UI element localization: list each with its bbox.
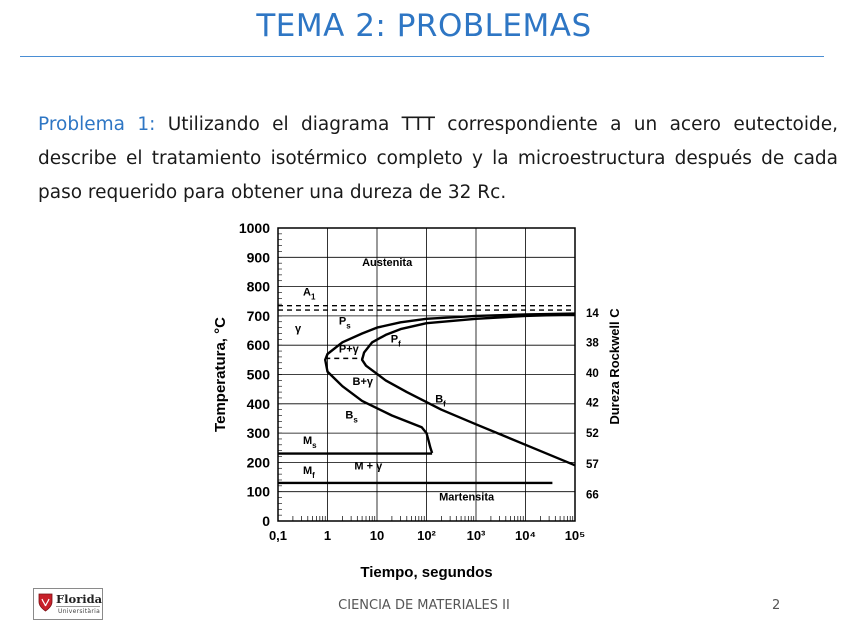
annotation: $P_f$	[390, 333, 401, 349]
y-tick-label: 800	[246, 278, 270, 295]
slide-title: TEMA 2: PROBLEMAS	[256, 8, 592, 44]
y-tick-label: 400	[246, 395, 270, 412]
y-tick-label: 100	[246, 483, 270, 500]
annotation: M + γ	[354, 460, 383, 473]
y-tick-label: 0	[262, 513, 270, 529]
x-tick-label: 1	[323, 528, 332, 543]
annotation: $B_s$	[345, 409, 358, 425]
y-tick-label: 700	[246, 307, 270, 324]
annotation: Martensita	[439, 491, 495, 504]
hardness-label: 40	[586, 368, 599, 381]
hardness-label: 38	[586, 337, 599, 350]
x-tick-label: 0,1	[268, 528, 288, 543]
annotation: $M_s$	[303, 435, 317, 451]
x-tick-label: 10³	[466, 528, 486, 543]
y-tick-label: 200	[246, 454, 270, 471]
hardness-label: 42	[586, 397, 599, 410]
y-tick-label: 600	[246, 337, 270, 354]
florida-logo	[33, 588, 103, 620]
y-tick-label: 500	[246, 366, 270, 383]
chart-grid	[278, 228, 575, 521]
logo-name: Florida	[56, 592, 103, 606]
y-tick-label: 300	[246, 425, 270, 442]
shield-icon	[38, 593, 53, 613]
logo-divider	[56, 606, 100, 607]
hardness-label: 14	[586, 307, 599, 320]
problem-statement	[38, 108, 838, 210]
logo-sub: Universitària	[58, 608, 101, 615]
annotation: $M_f$	[303, 465, 315, 481]
x-tick-label: 10⁵	[564, 528, 586, 543]
annotation: $A_1$	[303, 286, 316, 302]
annotation: $B_f$	[435, 393, 446, 409]
hardness-label: 52	[586, 428, 599, 441]
annotation: $P_s$	[338, 315, 351, 331]
y2-axis-label: Dureza Rockwell C	[607, 308, 622, 425]
problem-text: Utilizando el diagrama TTT correspondiente a un acero eutectoide, describe el tratamiento isotérmico completo y la microestructura después de cada paso requerido para obtener una dureza de 32 Rc.	[38, 114, 839, 203]
x-tick-label: 10⁴	[515, 528, 536, 543]
tick-labels	[239, 220, 600, 543]
hardness-label: 66	[586, 489, 599, 502]
hardness-label: 57	[586, 458, 599, 471]
y-tick-label: 900	[246, 249, 270, 266]
annotation: γ	[294, 323, 302, 336]
y-tick-label: 1000	[238, 220, 270, 236]
annotation: B+γ	[352, 375, 374, 388]
x-tick-label: 10²	[417, 528, 436, 543]
annotation: Austenita	[362, 257, 413, 270]
footer-course: CIENCIA DE MATERIALES II	[338, 598, 510, 613]
y-axis-label: Temperatura, °C	[212, 317, 229, 432]
page-number: 2	[772, 598, 781, 613]
title-divider	[20, 56, 824, 57]
problem-lead: Problema 1:	[38, 114, 156, 135]
x-tick-label: 10	[369, 528, 385, 543]
ttt-diagram	[205, 214, 625, 586]
x-axis-label: Tiempo, segundos	[360, 564, 493, 581]
annotation: P+γ	[338, 343, 359, 356]
chart-annotations	[295, 257, 495, 503]
